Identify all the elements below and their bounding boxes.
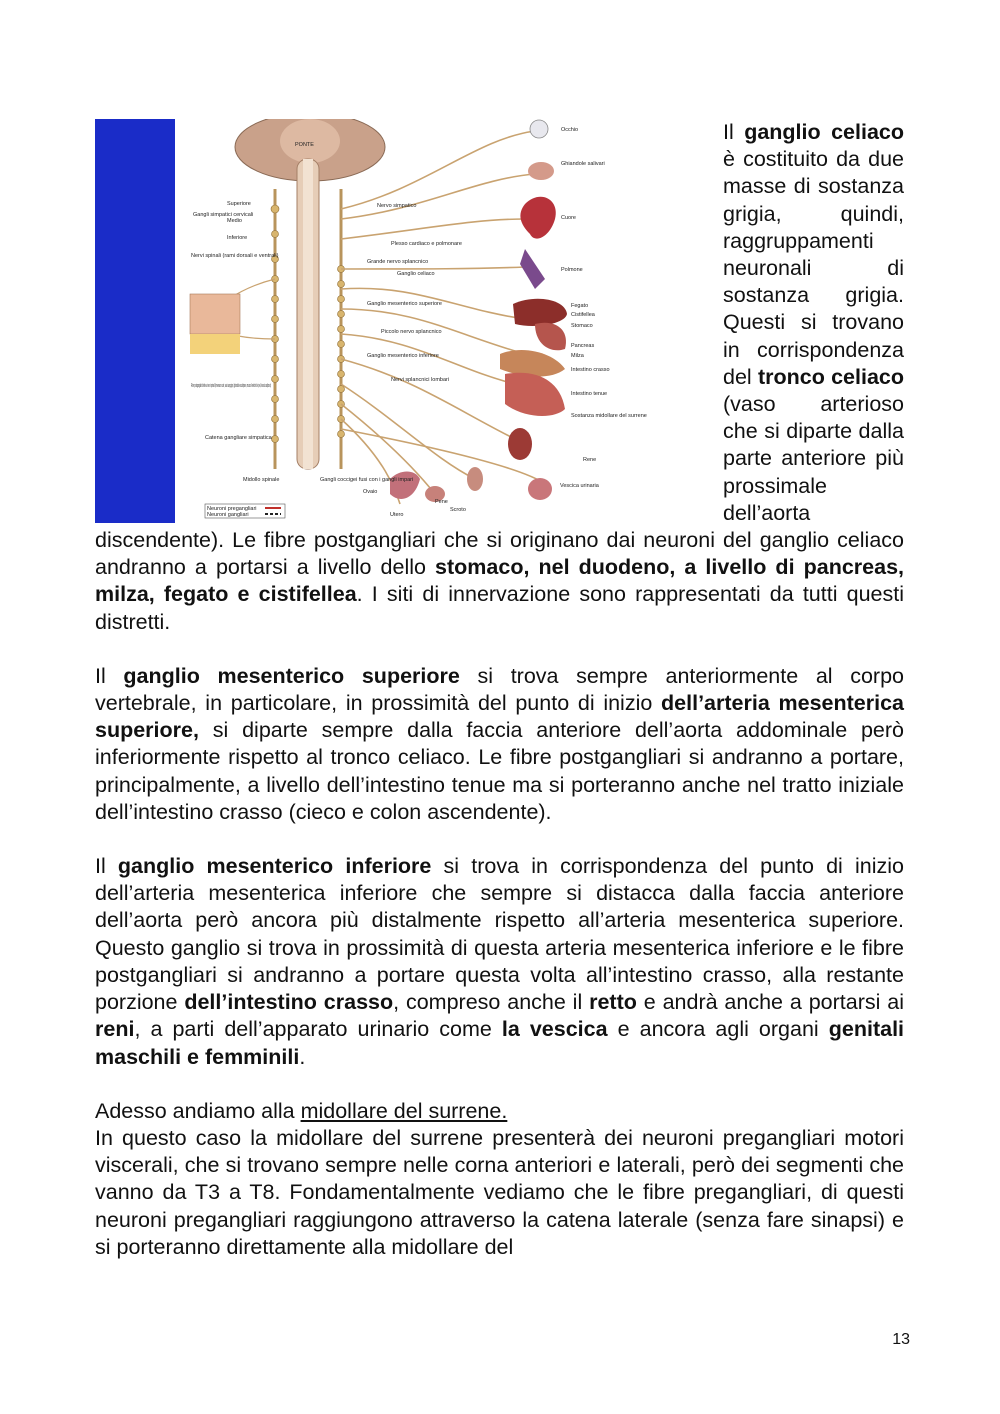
bold-term-genitali: genitali maschili e femminili: [95, 1017, 905, 1069]
label-scroto: Scroto: [450, 507, 466, 513]
label-superiore: Superiore: [227, 201, 251, 207]
text-run: Il: [95, 663, 124, 688]
paragraph-ganglio-mesenterico-superiore: [95, 663, 904, 826]
text-run: si trova sempre anteriormente al corpo vertebrale, in particolare, in prossimità del punto di inizio: [95, 663, 905, 716]
text-run: , compreso anche il: [393, 990, 590, 1015]
text-run: (vaso arterioso che si: [723, 392, 904, 444]
label-ganglio-mes-sup: Ganglio mesenterico superiore: [367, 301, 442, 307]
label-rene: Rene: [583, 457, 597, 463]
text-run: e ancora agli organi: [607, 1017, 829, 1042]
label-nervi-lombari: Nervi splancnici lombari: [391, 377, 450, 383]
label-gangli-cervicali: Gangli simpatici cervicali: [193, 212, 254, 218]
text-run: . I siti di innervazione sono rappresentati da tutti questi distretti.: [95, 582, 904, 634]
bold-term-arteria-mes-sup: dell’arteria mesenterica superiore,: [95, 691, 905, 743]
label-fegato: Fegato: [571, 303, 589, 309]
sympathetic-nervous-system-figure: [95, 119, 705, 523]
bold-term-retto: retto: [589, 990, 637, 1015]
label-stomaco: Stomaco: [571, 323, 593, 329]
text-run: Adesso andiamo alla: [95, 1098, 301, 1123]
label-inferiore: Inferiore: [227, 235, 248, 241]
label-medio: Medio: [227, 218, 242, 224]
bold-term-intestino-crasso: dell’intestino crasso: [184, 990, 394, 1015]
label-intestino-tenue: Intestino tenue: [571, 391, 608, 397]
label-fibre-post: Fibre postgangliari dirette ai nervi spinali (innervano cute, vasi sanguigni, ghiandole sudoripare, muscoli erettori dei peli, tessuto adiposo): [191, 383, 272, 389]
bold-term-organi-celiaci: stomaco, nel duodeno, a livello di pancreas, milza, fegato e cistifellea: [95, 555, 904, 607]
bold-term-ganglio-celiaco: ganglio celiaco: [744, 120, 904, 144]
underlined-term-midollare: midollare del surrene.: [300, 1098, 508, 1123]
legend-gangliari: Neuroni gangliari: [207, 512, 249, 518]
label-pene: Pene: [435, 499, 448, 505]
bold-term-vescica: la vescica: [501, 1017, 608, 1042]
text-run: si diparte sempre dalla faccia anteriore dell’aorta addominale però inferiormente rispetto al tronco celiaco. Le fibre postgangliari si andranno a portare, principalmente, a livello dell’intestino tenue ma si porteranno anche nel tratto iniziale dell’intestino crasso (cieco e colon ascendente).: [95, 718, 904, 824]
text-run: Il: [95, 854, 118, 879]
bold-term-ganglio-mes-inf: ganglio mesenterico inferiore: [117, 854, 432, 879]
label-surrene: Sostanza midollare del surrene: [571, 413, 647, 419]
label-utero: Utero: [390, 512, 404, 518]
label-piccolo-splancnico: Piccolo nervo splancnico: [381, 329, 442, 335]
text-run: diparte dalla parte anteriore più prossimale dell’aorta discendente). Le fibre postgangliari che si originano dai neuroni del ganglio celiaco andranno a portarsi a livello dello: [95, 419, 904, 580]
label-cistifellea: Cistifellea: [571, 312, 595, 318]
text-run: , a parti dell’apparato urinario come: [134, 1017, 502, 1042]
text-run: e andrà anche a portarsi ai: [636, 990, 904, 1015]
bold-term-ganglio-mes-sup: ganglio mesenterico superiore: [123, 663, 460, 688]
label-grande-splancnico: Grande nervo splancnico: [367, 259, 429, 265]
document-body: [95, 119, 904, 1261]
label-gangli-coccigei: Gangli coccigei fusi con i gangli impari: [320, 477, 414, 483]
label-ganglio-mes-inf: Ganglio mesenterico inferiore: [367, 353, 439, 359]
anatomy-illustration: [95, 119, 705, 523]
text-run: si trova in corrispondenza del punto di inizio dell’arteria mesenterica inferiore che sempre si distacca dalla faccia anteriore dell’aorta però ancora più distalmente rispetto all’arteria mesenterica superiore. Questo ganglio si trova in prossimità di questa arteria mesenterica inferiore e le fibre postgangliari si andranno a portare questa volta all’intestino crasso, alla restante porzione: [95, 854, 904, 1015]
paragraph-ganglio-mesenterico-inferiore: [95, 853, 904, 1071]
legend-pregangliari: Neuroni pregangliari: [207, 506, 257, 512]
paragraph-midollare-intro: [95, 1098, 904, 1125]
text-run: .: [299, 1044, 306, 1069]
label-milza: Milza: [571, 353, 584, 359]
label-pancreas: Pancreas: [571, 343, 595, 349]
text-run: Il: [723, 120, 745, 144]
label-vescica: Vescica urinaria: [560, 483, 599, 489]
label-ghiandole-salivari: Ghiandole salivari: [561, 161, 605, 167]
label-nervo-simpatico: Nervo simpatico: [377, 203, 417, 209]
label-occhio: Occhio: [561, 127, 579, 133]
text-run: è costituito da due masse di sostanza grigia, quindi, raggruppamenti neuronali di sostanza grigia. Questi si trovano in corrispondenza del: [723, 147, 904, 389]
label-ganglio-celiaco: Ganglio celiaco: [397, 271, 435, 277]
label-ponte: PONTE: [295, 142, 314, 148]
label-midollo: Midollo spinale: [243, 477, 280, 483]
page-number: 13: [892, 1331, 910, 1348]
bold-term-tronco-celiaco: tronco celiaco: [757, 364, 904, 389]
label-plesso: Plesso cardiaco e polmonare: [391, 241, 462, 247]
label-catena: Catena gangliare simpatica: [205, 435, 272, 441]
label-polmone: Polmone: [561, 267, 583, 273]
bold-term-reni: reni: [95, 1017, 135, 1042]
label-nervi-spinali: Nervi spinali (rami dorsali e ventrali): [191, 253, 279, 259]
label-cuore: Cuore: [561, 215, 576, 221]
label-ovaio: Ovaio: [363, 489, 378, 495]
paragraph-midollare-surrene: In questo caso la midollare del surrene presenterà dei neuroni pregangliari motori viscerali, che si trovano sempre nelle corna anteriori e laterali, però dei segmenti che vanno da T3 a T8. Fondamentalmente vediamo che le fibre pregangliari, di questi neuroni pregangliari raggiungono attraverso la catena laterale (senza fare sinapsi) e si porteranno direttamente alla midollare del: [95, 1125, 904, 1259]
label-intestino-crasso: Intestino crasso: [571, 367, 610, 373]
